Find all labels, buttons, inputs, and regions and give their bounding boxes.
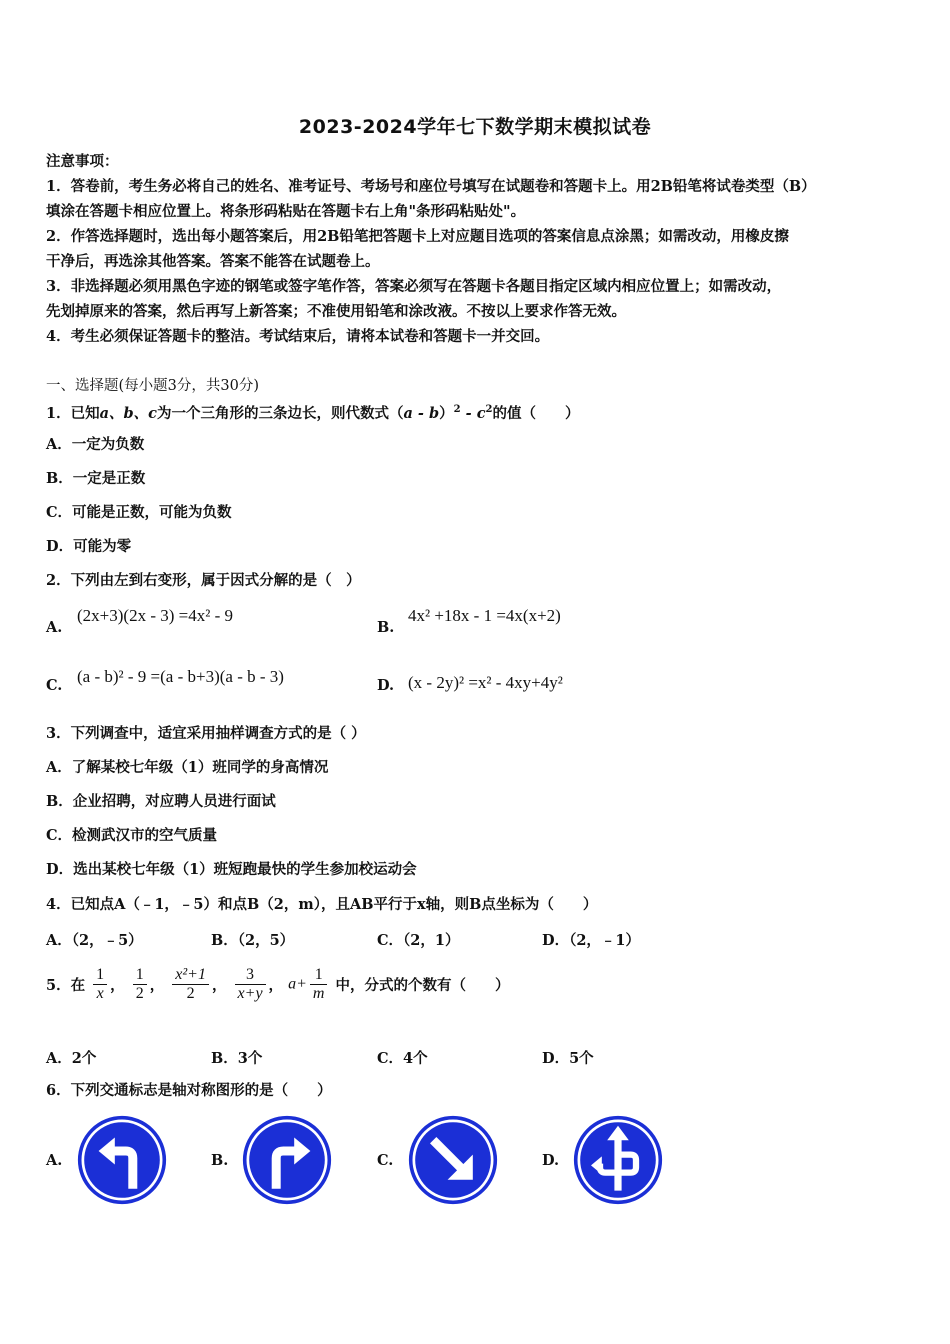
q4-option-b: B．（2，5） (211, 932, 295, 949)
note-line: 填涂在答题卡相应位置上。将条形码粘贴在答题卡右上角"条形码粘贴处"。 (46, 203, 526, 220)
q4-option-a: A．（2，﹣5） (46, 932, 143, 949)
q1-option-d: D．可能为零 (46, 538, 132, 555)
fraction: $\frac{3}{x+y}$ (235, 966, 266, 1003)
note-line: 3．非选择题必须用黑色字迹的钢笔或签字笔作答，答案必须写在答题卡各题目指定区域内相应位置上；如需改动， (46, 278, 782, 295)
note-line: 干净后，再选涂其他答案。答案不能答在试题卷上。 (46, 253, 380, 270)
note-line: 4．考生必须保证答题卡的整洁。考试结束后，请将本试卷和答题卡一并交回。 (46, 328, 550, 345)
q5-option-c: C．4个 (377, 1050, 428, 1067)
q2-label-c: C. (46, 677, 63, 694)
q4-option-c: C．（2，1） (377, 932, 460, 949)
q3-option-a: A．了解某校七年级（1）班同学的身高情况 (46, 759, 329, 776)
q6-label-d: D. (542, 1152, 560, 1169)
q2-option-c: (a - b)² - 9 =(a - b+3)(a - b - 3) (77, 667, 284, 686)
q2-label-a: A. (46, 619, 63, 636)
q2-stem: 2．下列由左到右变形，属于因式分解的是（ ） (46, 572, 361, 589)
down-right-sign-icon (408, 1115, 498, 1205)
q3-stem: 3．下列调查中，适宜采用抽样调查方式的是（ ） (46, 725, 366, 742)
q3-option-b: B．企业招聘，对应聘人员进行面试 (46, 793, 276, 810)
turn-left-sign-icon (77, 1115, 167, 1205)
q2-label-d: D. (377, 677, 395, 694)
q2-option-d: (x - 2y)² =x² - 4xy+4y² (408, 673, 563, 692)
note-line: 1．答卷前，考生务必将自己的姓名、准考证号、考场号和座位号填写在试题卷和答题卡上。用2B铅笔将试卷类型（B） (46, 178, 816, 195)
q3-option-c: C．检测武汉市的空气质量 (46, 827, 218, 844)
q6-stem: 6．下列交通标志是轴对称图形的是（ ） (46, 1082, 332, 1099)
q1-option-c: C．可能是正数，可能为负数 (46, 504, 232, 521)
q6-label-c: C. (377, 1152, 394, 1169)
q2-option-a: (2x+3)(2x - 3) =4x² - 9 (77, 606, 233, 625)
q3-option-d: D．选出某校七年级（1）班短跑最快的学生参加校运动会 (46, 861, 417, 878)
q2-option-b: 4x² +18x - 1 =4x(x+2) (408, 606, 561, 625)
q2-label-b: B. (377, 619, 395, 636)
q5-option-a: A．2个 (46, 1050, 97, 1067)
note-line: 先划掉原来的答案，然后再写上新答案；不准使用铅笔和涂改液。不按以上要求作答无效。 (46, 303, 626, 320)
section-heading: 一、选择题(每小题3分，共30分) (46, 378, 259, 394)
q1-option-b: B．一定是正数 (46, 470, 146, 487)
notes-heading: 注意事项： (46, 153, 119, 170)
fraction: $\frac{1}{m}$ (310, 966, 328, 1003)
q6-label-a: A. (46, 1152, 63, 1169)
q4-option-d: D．（2，﹣1） (542, 932, 641, 949)
q5-stem: 5．在 $\frac{1}{x}$ ， $\frac{1}{2}$ ， $\frac{\text{x²+1}}{2}$ ， $\frac{3}{x+y}$ ， a+ $\frac{1}{m}$ 中，分式的个数有（ ） (46, 966, 510, 1002)
fraction: $\frac{1}{x}$ (93, 966, 107, 1003)
q4-stem: 4．已知点A（﹣1，﹣5）和点B（2，m），且AB平行于x轴，则B点坐标为（ ） (46, 896, 598, 913)
q5-option-d: D．5个 (542, 1050, 594, 1067)
q1-stem: 1．已知a、b、c为一个三角形的三条边长，则代数式$(a - b)^2 - c^2$的值（ ） (46, 404, 580, 422)
straight-or-left-sign-icon (573, 1115, 663, 1205)
fraction: $\frac{1}{2}$ (133, 966, 147, 1003)
q5-option-b: B．3个 (211, 1050, 263, 1067)
fraction: $\frac{\text{x²+1}}{2}$ (172, 966, 209, 1003)
turn-right-sign-icon (242, 1115, 332, 1205)
note-line: 2．作答选择题时，选出每小题答案后，用2B铅笔把答题卡上对应题目选项的答案信息点涂黑；如需改动，用橡皮擦 (46, 228, 789, 245)
page-title: 2023-2024学年七下数学期末模拟试卷 (298, 116, 652, 138)
q6-label-b: B. (211, 1152, 229, 1169)
q1-option-a: A．一定为负数 (46, 436, 145, 453)
